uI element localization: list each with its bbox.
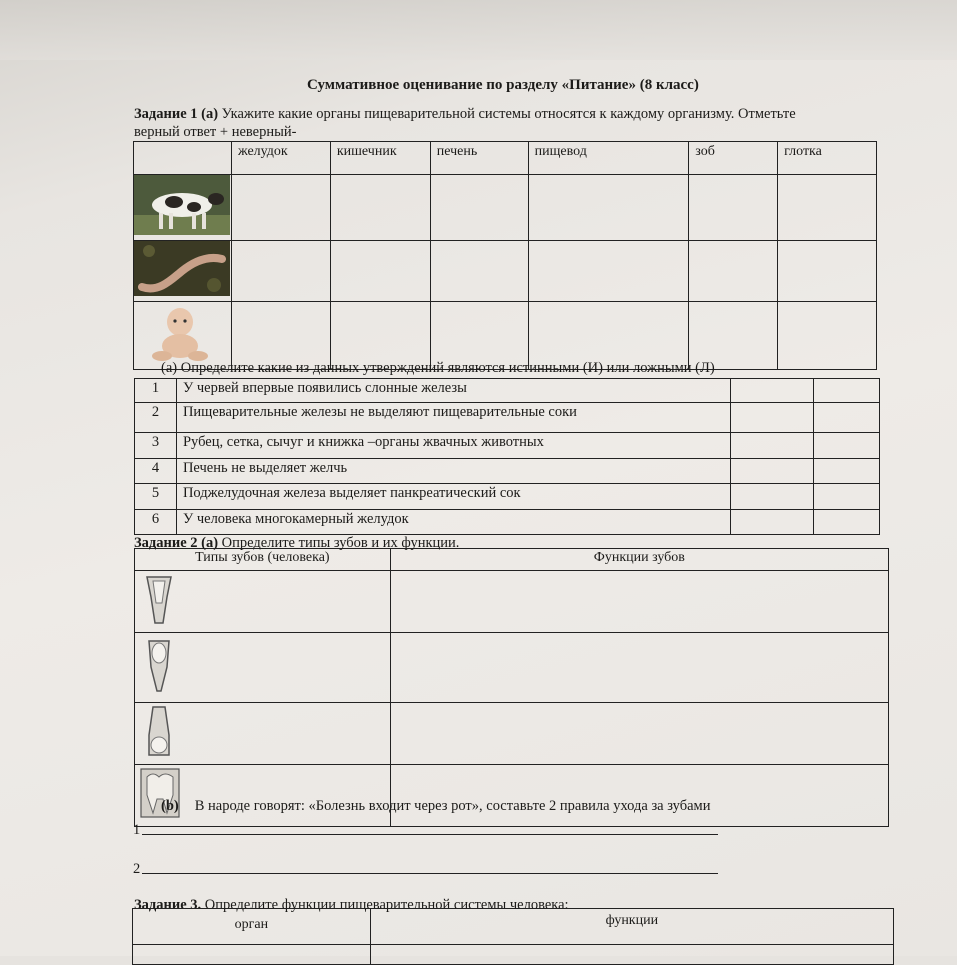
organs-col-header: пищевод — [528, 142, 689, 175]
page-title: Суммативное оценивание по разделу «Питание» (8 класс) — [307, 77, 699, 93]
incisor-cell — [135, 571, 391, 633]
function-answer-cell[interactable] — [390, 703, 888, 765]
task1-text: Укажите какие органы пищеварительной системы относятся к каждому организму. Отметьте — [218, 106, 796, 122]
function-answer-cell[interactable] — [390, 571, 888, 633]
statement-number: 6 — [135, 510, 177, 535]
worm-image — [134, 241, 230, 296]
cow-image — [134, 175, 230, 235]
function-answer-cell[interactable] — [390, 765, 888, 827]
organs-table — [133, 141, 877, 370]
true-answer-cell[interactable] — [731, 379, 814, 403]
organs-col-header: кишечник — [330, 142, 430, 175]
task2-text: Определите типы зубов и их функции. — [218, 535, 460, 551]
baby-image — [134, 302, 230, 364]
answer-cell[interactable] — [689, 241, 778, 302]
task2b-text: В народе говорят: «Болезнь входит через рот», составьте 2 правила ухода за зубами — [194, 798, 711, 814]
organ-cell — [133, 945, 371, 965]
answer-cell[interactable] — [778, 302, 877, 370]
statement-number: 4 — [135, 459, 177, 484]
statement-text: Пищеварительные железы не выделяют пищеварительные соки — [176, 403, 730, 433]
false-answer-cell[interactable] — [814, 433, 880, 459]
incisor-image — [139, 573, 179, 625]
true-answer-cell[interactable] — [731, 403, 814, 433]
answer-cell[interactable] — [231, 175, 330, 241]
cow-image-cell — [134, 175, 232, 241]
premolar-image — [139, 705, 179, 757]
teeth-col-header: Типы зубов (человека) — [135, 549, 391, 571]
statement-text: Рубец, сетка, сычуг и книжка –органы жвачных животных — [176, 433, 730, 459]
answer-cell[interactable] — [330, 241, 430, 302]
answer-cell[interactable] — [778, 241, 877, 302]
task1-heading — [134, 106, 796, 123]
organs-header-corner — [134, 142, 232, 175]
false-answer-cell[interactable] — [814, 459, 880, 484]
task3-label: Задание 3. — [134, 897, 202, 913]
answer-cell[interactable] — [231, 241, 330, 302]
true-answer-cell[interactable] — [731, 484, 814, 510]
task1-label: Задание 1 (а) — [134, 106, 219, 122]
statement-number: 3 — [135, 433, 177, 459]
functions-col-header: функции — [370, 909, 893, 945]
answer-cell[interactable] — [689, 175, 778, 241]
statement-number: 5 — [135, 484, 177, 510]
statement-text: У человека многокамерный желудок — [176, 510, 730, 535]
worm-image-cell — [134, 241, 232, 302]
answer-line-number: 1 — [133, 822, 141, 838]
task3-text: Определите функции пищеварительной системы человека: — [201, 897, 569, 913]
teeth-table — [134, 548, 889, 827]
task1-heading-line2: верный ответ + неверный- — [134, 124, 297, 140]
function-answer-cell[interactable] — [390, 633, 888, 703]
task2-label: Задание 2 (а) — [134, 535, 219, 551]
statement-number: 1 — [135, 379, 177, 403]
answer-cell[interactable] — [330, 175, 430, 241]
molar-cell — [135, 765, 391, 827]
false-answer-cell[interactable] — [814, 403, 880, 433]
statement-number: 2 — [135, 403, 177, 433]
answer-cell[interactable] — [528, 241, 689, 302]
true-answer-cell[interactable] — [731, 510, 814, 535]
answer-line-1[interactable] — [142, 820, 718, 835]
organs-col-header: зоб — [689, 142, 778, 175]
answer-cell[interactable] — [778, 175, 877, 241]
statement-text: У червей впервые появились слонные железы — [176, 379, 730, 403]
functions-col-header: орган — [133, 909, 371, 945]
answer-line-2[interactable] — [142, 859, 718, 874]
false-answer-cell[interactable] — [814, 510, 880, 535]
teeth-col-header: Функции зубов — [390, 549, 888, 571]
false-answer-cell[interactable] — [814, 484, 880, 510]
canine-image — [139, 637, 179, 693]
statements-table — [134, 378, 880, 535]
task1b-heading: (а) Определите какие из данных утверждений являются истинными (И) или ложными (Л) — [161, 360, 715, 376]
organs-col-header: глотка — [778, 142, 877, 175]
premolar-cell — [135, 703, 391, 765]
answer-line-number: 2 — [133, 861, 141, 877]
organs-col-header: печень — [430, 142, 528, 175]
statement-text: Поджелудочная железа выделяет панкреатический сок — [176, 484, 730, 510]
answer-cell[interactable] — [430, 175, 528, 241]
false-answer-cell[interactable] — [814, 379, 880, 403]
functions-table — [132, 908, 894, 965]
function-answer-cell[interactable] — [370, 945, 893, 965]
true-answer-cell[interactable] — [731, 459, 814, 484]
answer-cell[interactable] — [430, 241, 528, 302]
true-answer-cell[interactable] — [731, 433, 814, 459]
statement-text: Печень не выделяет желчь — [176, 459, 730, 484]
answer-cell[interactable] — [528, 175, 689, 241]
canine-cell — [135, 633, 391, 703]
task2b-prompt — [161, 798, 710, 815]
organs-col-header: желудок — [231, 142, 330, 175]
task2b-label: (b) — [161, 798, 179, 814]
paper-shadow — [0, 0, 957, 60]
